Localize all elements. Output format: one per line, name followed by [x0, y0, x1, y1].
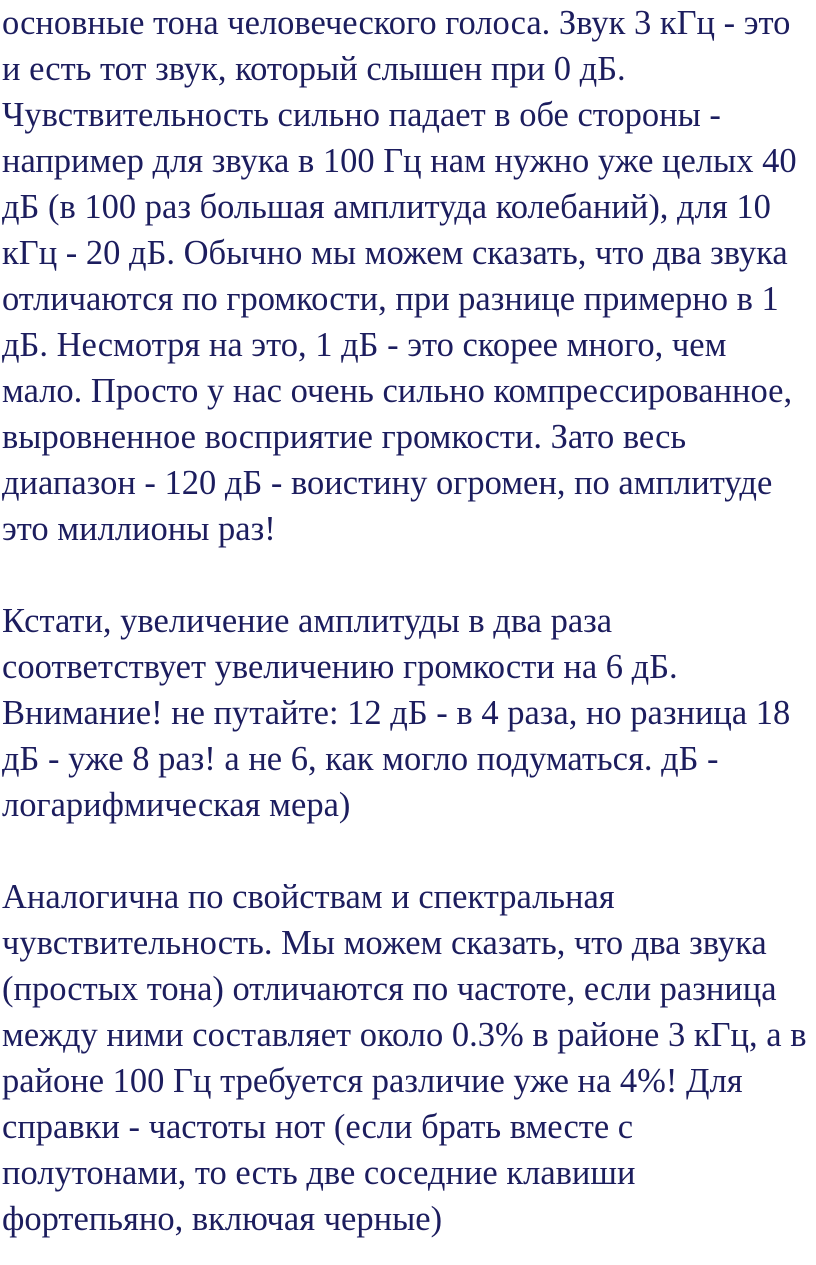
paragraph-line: и есть тот звук, который слышен при 0 дБ. [2, 50, 626, 88]
paragraph-line: например для звука в 100 Гц нам нужно уже целых 40 [2, 142, 797, 180]
paragraph-line: основные тона человеческого голоса. Звук 3 кГц - это [2, 4, 791, 42]
paragraph-line: выровненное восприятие громкости. Зато весь [2, 418, 687, 456]
paragraph-line: дБ (в 100 раз большая амплитуда колебаний), для 10 [2, 188, 771, 226]
paragraph-line: Чувствительность сильно падает в обе стороны - [2, 96, 721, 134]
paragraph-line: дБ. Несмотря на это, 1 дБ - это скорее много, чем [2, 326, 727, 364]
paragraph-line: Кстати, увеличение амплитуды в два раза [2, 602, 613, 640]
paragraph-line: диапазон - 120 дБ - воистину огромен, по амплитуде [2, 464, 773, 502]
paragraph-line: фортепьяно, включая черные) [2, 1200, 443, 1238]
paragraph-line: мало. Просто у нас очень сильно компрессированное, [2, 372, 793, 410]
paragraph-line: логарифмическая мера) [2, 786, 351, 824]
paragraph-line: кГц - 20 дБ. Обычно мы можем сказать, что два звука [2, 234, 788, 272]
paragraph-line: между ними составляет около 0.3% в районе 3 кГц, а в [2, 1016, 807, 1054]
paragraph-line: Аналогична по свойствам и спектральная [2, 878, 615, 916]
paragraph-line: (простых тона) отличаются по частоте, если разница [2, 970, 777, 1008]
paragraph-line: соответствует увеличению громкости на 6 дБ. [2, 648, 678, 686]
paragraph-line: чувствительность. Мы можем сказать, что два звука [2, 924, 767, 962]
paragraph-line: полутонами, то есть две соседние клавиши [2, 1154, 636, 1192]
paragraph-line: справки - частоты нот (если брать вместе с [2, 1108, 634, 1146]
paragraph-line: это миллионы раз! [2, 510, 276, 548]
paragraph-line: отличаются по громкости, при разнице примерно в 1 [2, 280, 779, 318]
paragraph-line: дБ - уже 8 раз! а не 6, как могло подуматься. дБ - [2, 740, 719, 778]
paragraph-line: районе 100 Гц требуется различие уже на 4%! Для [2, 1062, 743, 1100]
paragraph-line: Внимание! не путайте: 12 дБ - в 4 раза, но разница 18 [2, 694, 791, 732]
